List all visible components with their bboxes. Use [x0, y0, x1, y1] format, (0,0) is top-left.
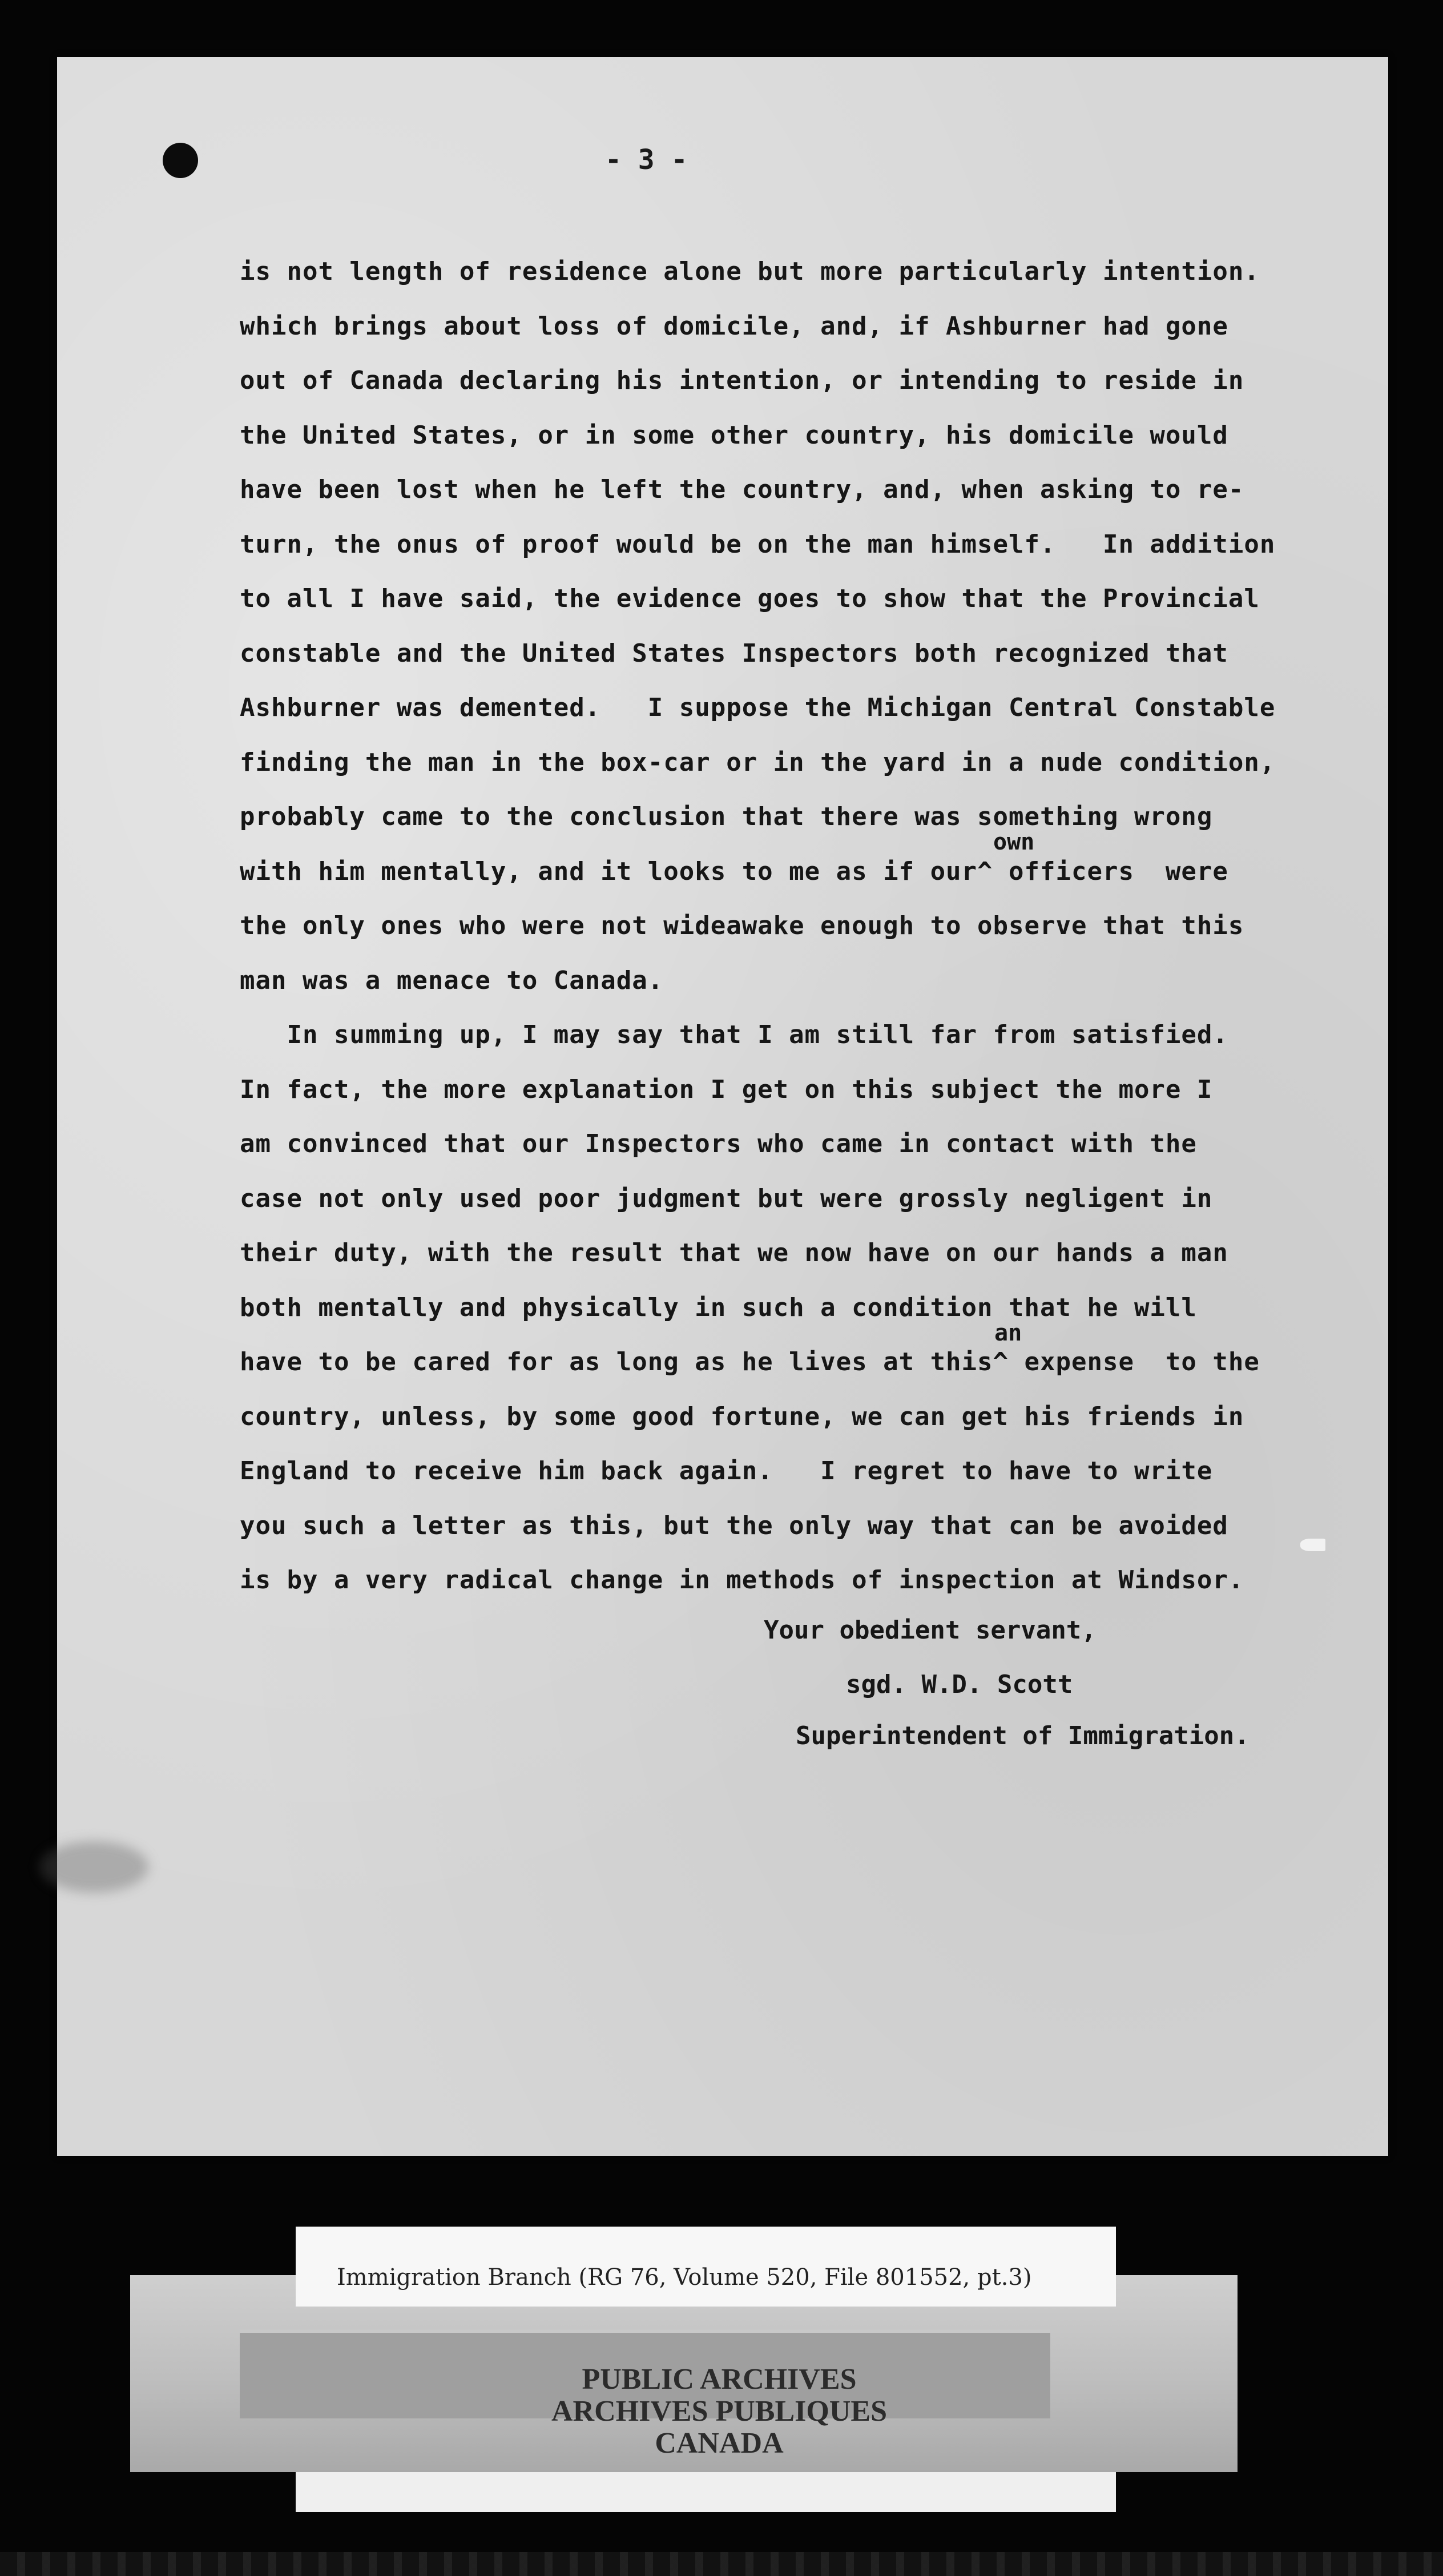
edge-mark — [1300, 1539, 1325, 1551]
page-number: - 3 - — [605, 144, 688, 176]
punch-hole — [163, 143, 198, 178]
bottom-label-strip — [296, 2472, 1116, 2512]
archive-label: Immigration Branch (RG 76, Volume 520, File 801552, pt.3) — [337, 2264, 1032, 2291]
body-line: probably came to the conclusion that there was something wrong — [240, 802, 1213, 831]
body-line: Ashburner was demented. I suppose the Michigan Central Constable — [240, 693, 1276, 722]
body-line: turn, the onus of proof would be on the man himself. In addition — [240, 529, 1276, 559]
body-line: you such a letter as this, but the only way that can be avoided — [240, 1511, 1228, 1540]
body-line: with him mentally, and it looks to me as if our^ officers were — [240, 856, 1228, 886]
stamp-line-1: PUBLIC ARCHIVES — [582, 2363, 857, 2396]
page-smudge — [40, 1841, 148, 1893]
body-line: In fact, the more explanation I get on this subject the more I — [240, 1074, 1213, 1104]
body-line: am convinced that our Inspectors who came in contact with the — [240, 1129, 1197, 1158]
body-line: out of Canada declaring his intention, or intending to reside in — [240, 366, 1244, 395]
body-line: constable and the United States Inspectors both recognized that — [240, 638, 1228, 668]
body-line: have been lost when he left the country, and, when asking to re- — [240, 475, 1244, 504]
body-line: their duty, with the result that we now have on our hands a man — [240, 1238, 1228, 1267]
insertion-own: own — [993, 829, 1035, 855]
body-line: England to receive him back again. I regret to have to write — [240, 1456, 1213, 1486]
body-line: both mentally and physically in such a condition that he will — [240, 1293, 1197, 1322]
body-line: have to be cared for as long as he lives at this^ expense to the — [240, 1347, 1260, 1376]
insertion-an: an — [994, 1320, 1022, 1346]
body-line: to all I have said, the evidence goes to show that the Provincial — [240, 584, 1260, 613]
body-line: is by a very radical change in methods of inspection at Windsor. — [240, 1565, 1244, 1595]
body-line: is not length of residence alone but more particularly intention. — [240, 257, 1260, 286]
archive-stamp — [491, 2364, 948, 2460]
body-line: man was a menace to Canada. — [240, 965, 664, 995]
film-edge — [0, 2552, 1443, 2576]
closing-salutation: Your obedient servant, — [764, 1616, 1097, 1645]
body-line: the only ones who were not wideawake enough to observe that this — [240, 911, 1244, 940]
stamp-line-3: CANADA — [655, 2427, 784, 2460]
closing-signature: sgd. W.D. Scott — [846, 1670, 1073, 1699]
body-line: In summing up, I may say that I am still far from satisfied. — [240, 1020, 1228, 1049]
body-line: country, unless, by some good fortune, we can get his friends in — [240, 1402, 1244, 1431]
stamp-line-2: ARCHIVES PUBLIQUES — [551, 2395, 888, 2428]
body-line: the United States, or in some other country, his domicile would — [240, 420, 1228, 450]
body-line: finding the man in the box-car or in the yard in a nude condition, — [240, 747, 1276, 777]
body-line: case not only used poor judgment but were grossly negligent in — [240, 1184, 1213, 1213]
closing-title: Superintendent of Immigration. — [796, 1721, 1249, 1750]
body-line: which brings about loss of domicile, and, if Ashburner had gone — [240, 311, 1228, 341]
